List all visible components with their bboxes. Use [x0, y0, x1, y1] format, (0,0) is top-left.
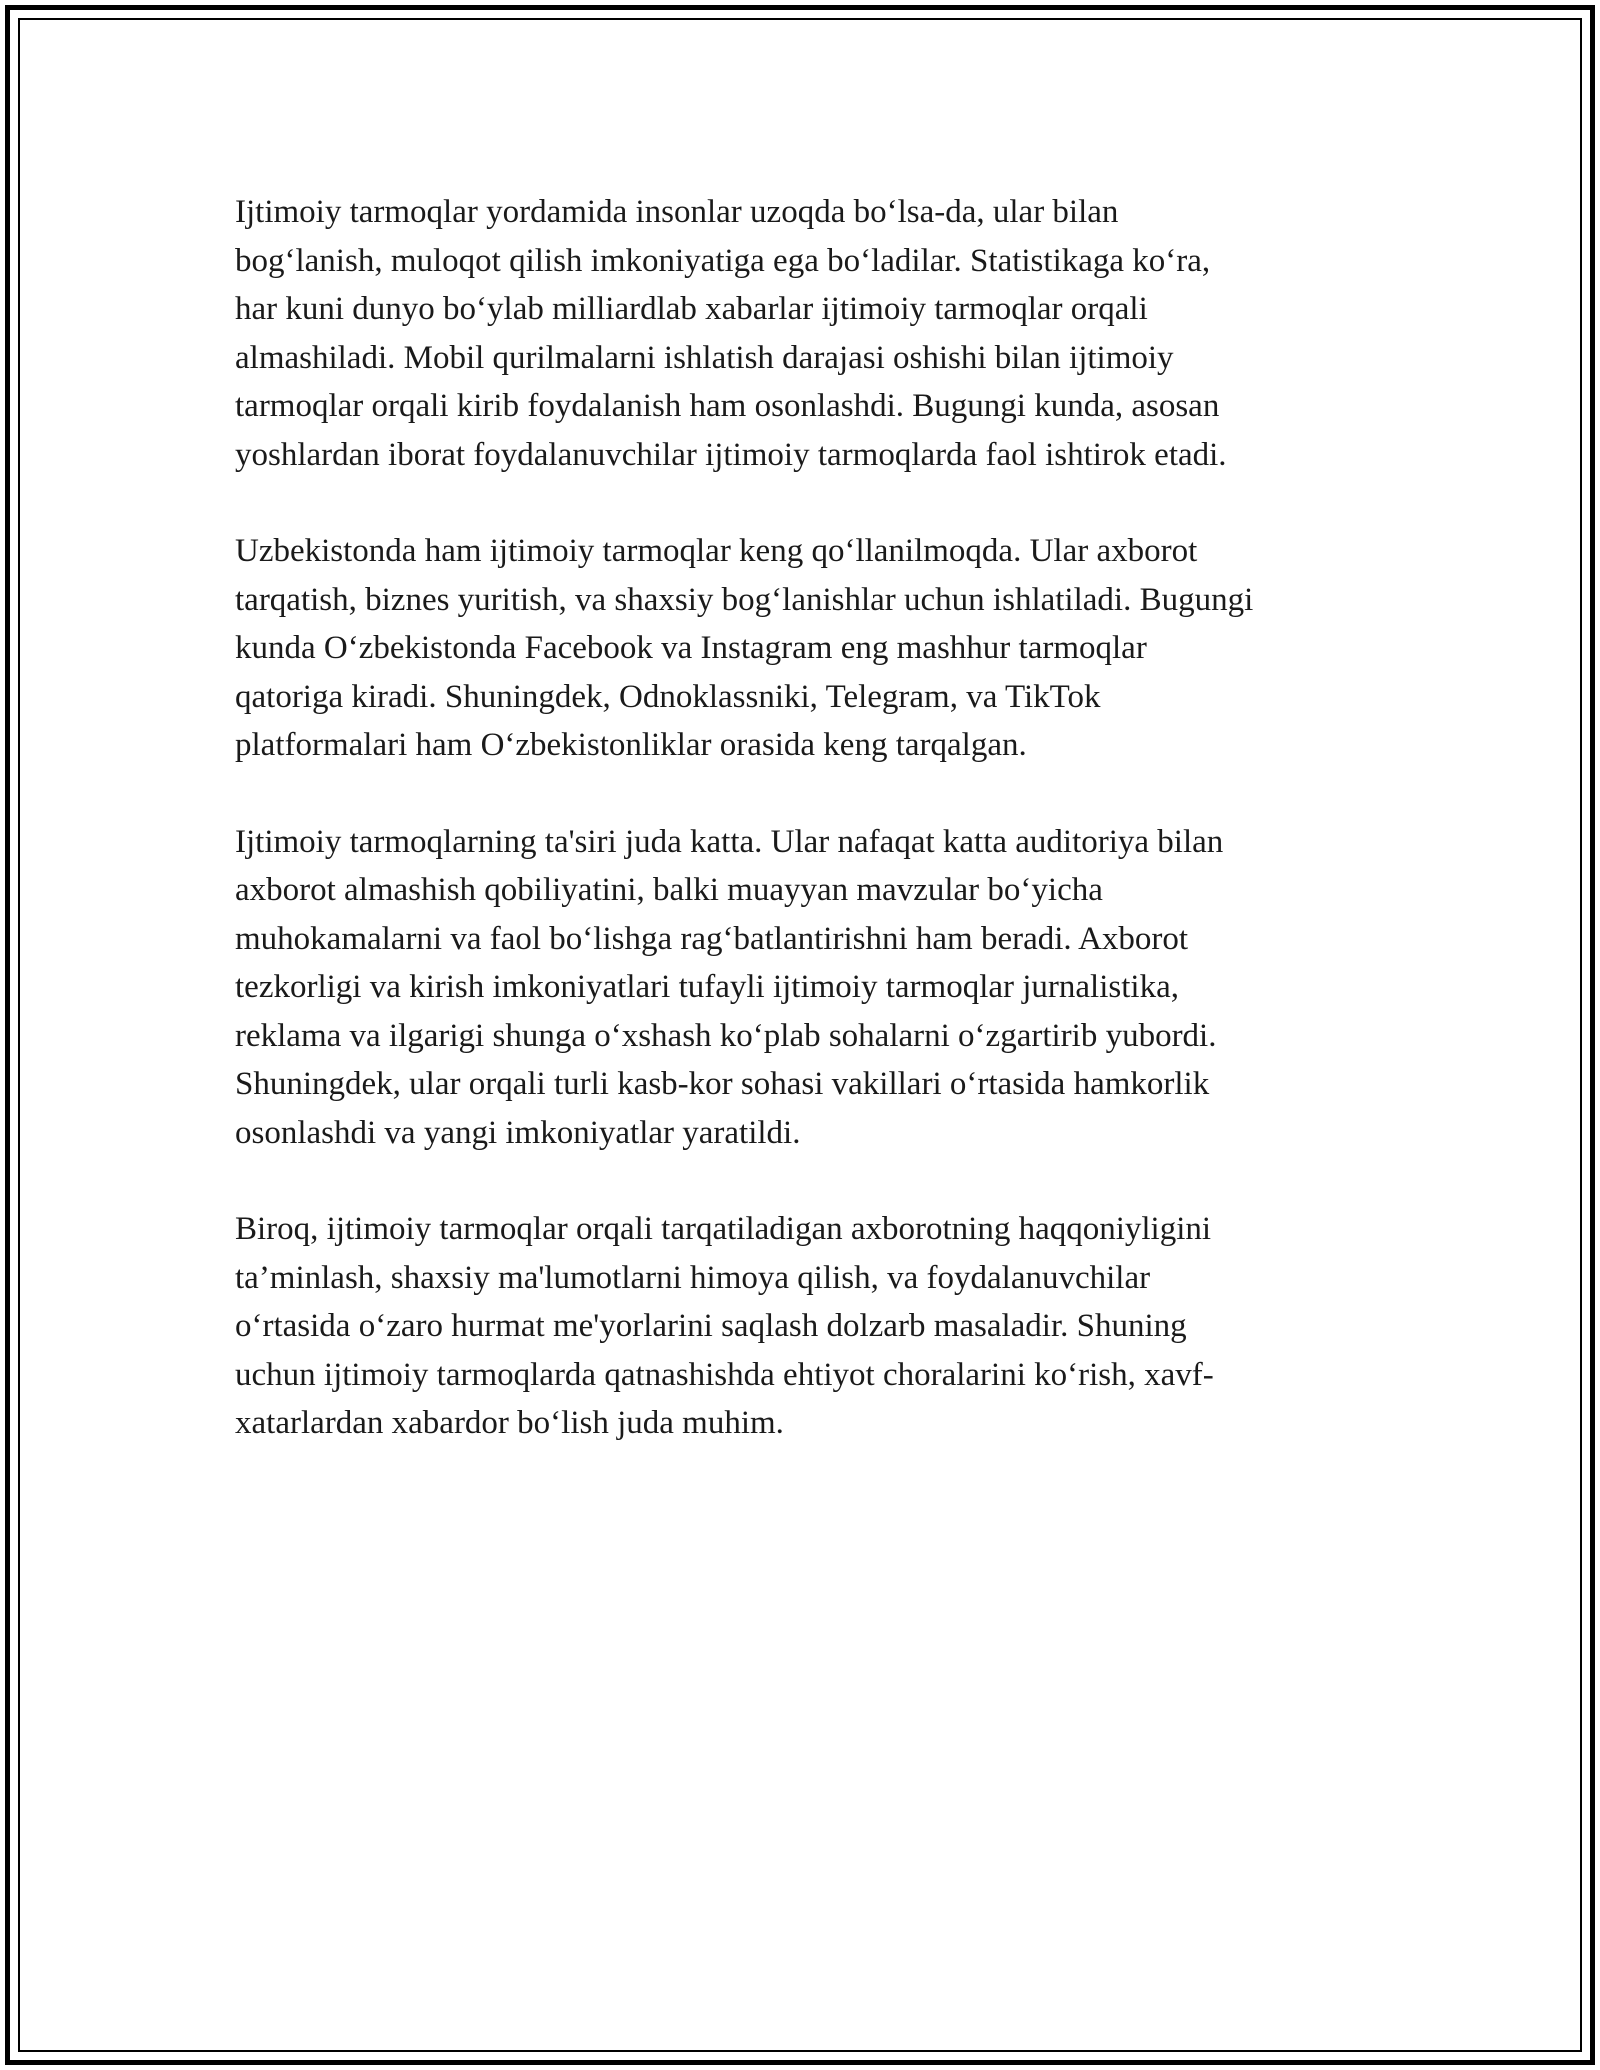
paragraph-3: Ijtimoiy tarmoqlarning ta'siri juda katta. Ular nafaqat katta auditoriya bilan axborot almashish qobiliyatini, balki muayyan mavzular bo‘yicha muhokamalarni va faol bo‘lishga rag‘batlantirishni ham beradi. Axborot tezkorligi va kirish imkoniyatlari tufayli ijtimoiy tarmoqlar jurnalistika, reklama va ilgarigi shunga o‘xshash ko‘plab sohalarni o‘zgartirib yubordi. Shuningdek, ular orqali turli kasb-kor sohasi vakillari o‘rtasida hamkorlik osonlashdi va yangi imkoniyatlar yaratildi.	[235, 823, 1224, 1151]
paragraph-4: Biroq, ijtimoiy tarmoqlar orqali tarqatiladigan axborotning haqqoniyligini ta’minlash, shaxsiy ma'lumotlarni himoya qilish, va foydalanuvchilar o‘rtasida o‘zaro hurmat me'yorlarini saqlash dolzarb masaladir. Shuning uchun ijtimoiy tarmoqlarda qatnashishda ehtiyot choralarini ko‘rish, xavf- xatarlardan xabardor bo‘lish juda muhim.	[235, 1211, 1214, 1441]
paragraph-2: Uzbekistonda ham ijtimoiy tarmoqlar keng qo‘llanilmoqda. Ular axborot tarqatish, biznes yuritish, va shaxsiy bog‘lanishlar uchun ishlatiladi. Bugungi kunda O‘zbekistonda Facebook va Instagram eng mashhur tarmoqlar qatoriga kiradi. Shuningdek, Odnoklassniki, Telegram, va TikTok platformalari ham O‘zbekistonliklar orasida keng tarqalgan.	[235, 533, 1254, 763]
paragraph-1: Ijtimoiy tarmoqlar yordamida insonlar uzoqda bo‘lsa-da, ular bilan bog‘lanish, muloqot qilish imkoniyatiga ega bo‘ladilar. Statistikaga ko‘ra, har kuni dunyo bo‘ylab milliardlab xabarlar ijtimoiy tarmoqlar orqali almashiladi. Mobil qurilmalarni ishlatish darajasi oshishi bilan ijtimoiy tarmoqlar orqali kirib foydalanish ham osonlashdi. Bugungi kunda, asosan yoshlardan iborat foydalanuvchilar ijtimoiy tarmoqlarda faol ishtirok etadi.	[235, 194, 1227, 473]
document-body	[235, 188, 1395, 1496]
